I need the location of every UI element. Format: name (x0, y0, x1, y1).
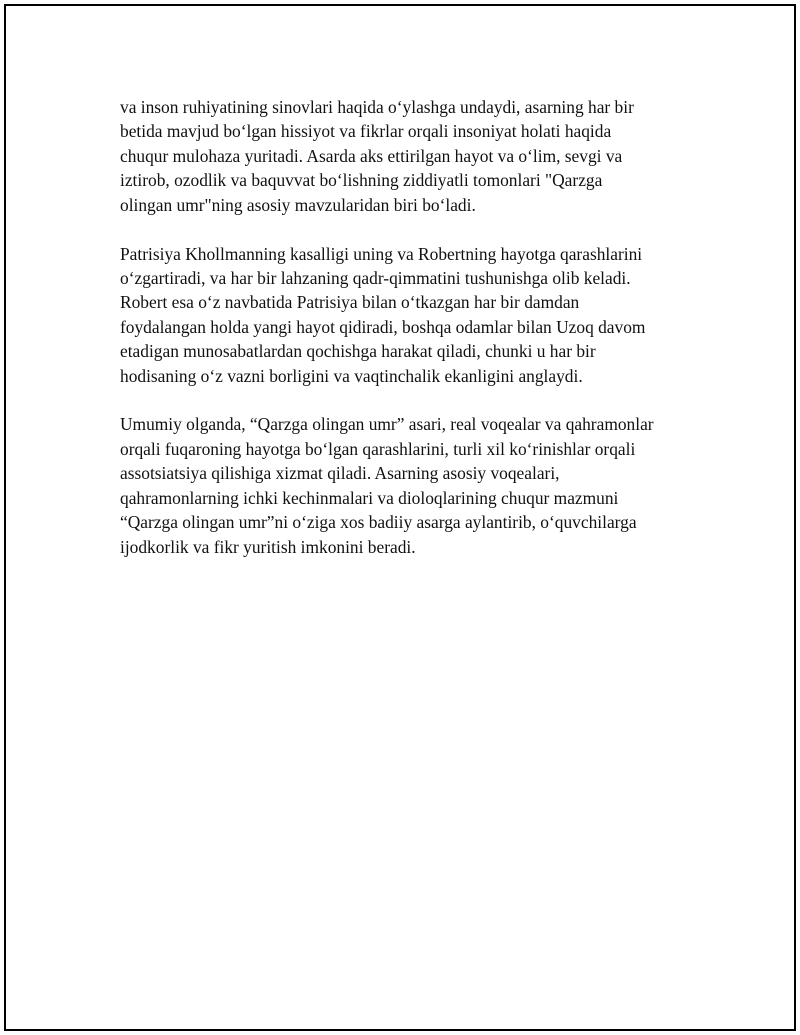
text-line: hodisaning o‘z vazni borligini va vaqtinchalik ekanligini anglaydi. (120, 365, 583, 386)
text-line: qahramonlarning ichki kechinmalari va dioloqlarining chuqur mazmuni (120, 487, 619, 508)
text-line: Robert esa o‘z navbatida Patrisiya bilan o‘tkazgan har bir damdan (120, 292, 580, 313)
text-line: o‘zgartiradi, va har bir lahzaning qadr-qimmatini tushunishga olib keladi. (120, 267, 631, 288)
paragraph-3 (120, 412, 700, 558)
text-line: betida mavjud bo‘lgan hissiyot va fikrlar orqali insoniyat holati haqida (120, 121, 612, 142)
text-line: orqali fuqaroning hayotga bo‘lgan qarashlarini, turli xil ko‘rinishlar orqali (120, 438, 636, 459)
text-line: Patrisiya Khollmanning kasalligi uning va Robertning hayotga qarashlarini (120, 243, 643, 264)
text-line: foydalangan holda yangi hayot qidiradi, boshqa odamlar bilan Uzoq davom (120, 316, 646, 337)
text-line: olingan umr"ning asosiy mavzularidan biri bo‘ladi. (120, 194, 476, 215)
document-body (120, 95, 700, 583)
text-line: etadigan munosabatlardan qochishga harakat qiladi, chunki u har bir (120, 341, 596, 362)
text-line: iztirob, ozodlik va baquvvat bo‘lishning ziddiyatli tomonlari "Qarzga (120, 170, 603, 191)
text-line: ijodkorlik va fikr yuritish imkonini beradi. (120, 536, 416, 557)
text-line: Umumiy olganda, “Qarzga olingan umr” asari, real voqealar va qahramonlar (120, 414, 654, 435)
text-line: va inson ruhiyatining sinovlari haqida o‘ylashga undaydi, asarning har bir (120, 97, 634, 117)
text-line: chuqur mulohaza yuritadi. Asarda aks ettirilgan hayot va o‘lim, sevgi va (120, 145, 623, 166)
paragraph-2 (120, 242, 700, 388)
paragraph-1 (120, 95, 700, 217)
document-page (4, 4, 796, 1031)
text-line: “Qarzga olingan umr”ni o‘ziga xos badiiy asarga aylantirib, o‘quvchilarga (120, 512, 637, 533)
text-line: assotsiatsiya qilishiga xizmat qiladi. Asarning asosiy voqealari, (120, 463, 560, 484)
